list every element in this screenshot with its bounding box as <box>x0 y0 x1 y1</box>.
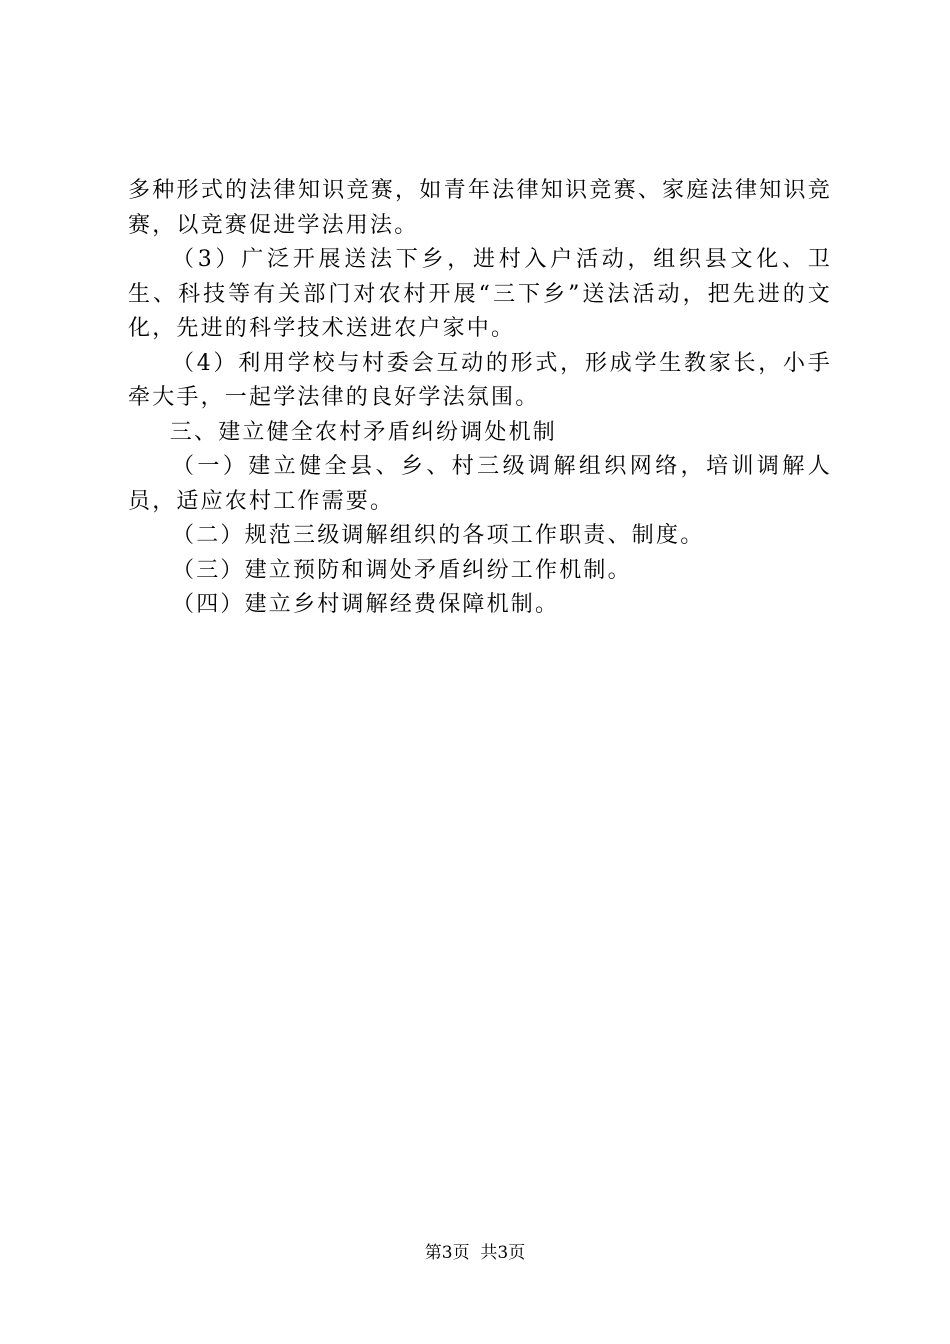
document-body <box>128 174 832 623</box>
paragraph-subitem-4: （四）建立乡村调解经费保障机制。 <box>172 592 560 617</box>
paragraph-subitem-3: （三）建立预防和调处矛盾纠纷工作机制。 <box>172 557 632 583</box>
paragraph-item-4: （4）利用学校与村委会互动的形式，形成学生教家长，小手牵大手，一起学法律的良好学法氛围。 <box>128 350 832 410</box>
page-number-footer: 第3页 共3页 <box>424 1243 526 1263</box>
section-heading-3: 三、建立健全农村矛盾纠纷调处机制 <box>169 419 557 445</box>
paragraph-subitem-2: （二）规范三级调解组织的各项工作职责、制度。 <box>172 523 705 548</box>
paragraph-continuation: 多种形式的法律知识竞赛，如青年法律知识竞赛、家庭法律知识竞赛，以竞赛促进学法用法。 <box>128 178 832 238</box>
paragraph-subitem-1: （一）建立健全县、乡、村三级调解组织网络，培训调解人员，适应农村工作需要。 <box>128 454 832 514</box>
paragraph-item-3: （3）广泛开展送法下乡，进村入户活动，组织县文化、卫生、科技等有关部门对农村开展“三下乡”送法活动，把先进的文化，先进的科学技术送进农户家中。 <box>128 247 832 341</box>
